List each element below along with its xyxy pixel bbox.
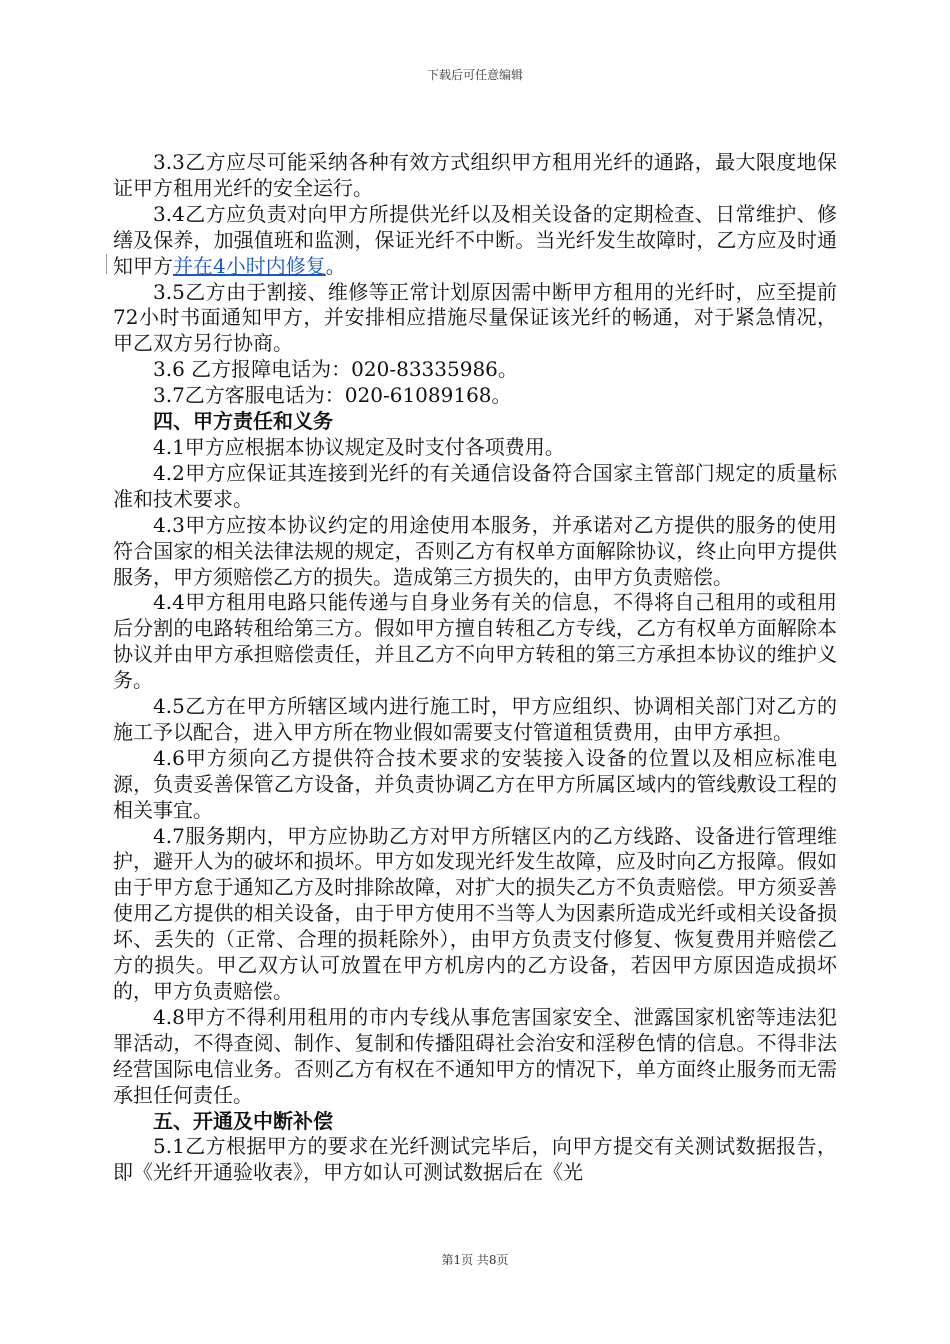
clause-4-4: 4.4甲方租用电路只能传递与自身业务有关的信息，不得将自己租用的或租用后分割的电路转租给第三方。假如甲方擅自转租乙方专线，乙方有权单方面解除本协议并由甲方承担赔偿责任，并且乙方不向甲方转租的第三方承担本协议的维护义务。 [113, 590, 837, 693]
section-heading-4: 四、甲方责任和义务 [153, 409, 333, 434]
clause-5-1: 5.1乙方根据甲方的要求在光纤测试完毕后，向甲方提交有关测试数据报告，即《光纤开通验收表》，甲方如认可测试数据后在《光 [113, 1134, 837, 1185]
clause-4-1: 4.1甲方应根据本协议规定及时支付各项费用。 [153, 434, 565, 459]
clause-3-4 [113, 202, 837, 280]
clause-4-5: 4.5乙方在甲方所辖区域内进行施工时，甲方应组织、协调相关部门对乙方的施工予以配合，进入甲方所在物业假如需要支付管道租赁费用，由甲方承担。 [113, 694, 837, 744]
clause-3-4-tail: 。 [325, 253, 346, 278]
clause-3-6: 3.6 乙方报障电话为：020-83335986。 [153, 357, 518, 382]
page-footer: 第1页 共8页 [441, 1253, 509, 1267]
clause-4-8: 4.8甲方不得利用租用的市内专线从事危害国家安全、泄露国家机密等违法犯罪活动，不得查阅、制作、复制和传播阻碍社会治安和淫秽色情的信息。不得非法经营国际电信业务。否则乙方有权在不通知甲方的情况下，单方面终止服务而无需承担任何责任。 [113, 1004, 837, 1107]
repair-link[interactable]: 并在4小时内修复 [173, 253, 326, 278]
clause-4-7: 4.7服务期内，甲方应协助乙方对甲方所辖区内的乙方线路、设备进行管理维护，避开人为的破坏和损坏。甲方如发现光纤发生故障，应及时向乙方报障。假如由于甲方怠于通知乙方及时排除故障，对扩大的损失乙方不负责赔偿。甲方须妥善使用乙方提供的相关设备，由于甲方使用不当等人为因素所造成光纤或相关设备损坏、丢失的（正常、合理的损耗除外），由甲方负责支付修复、恢复费用并赔偿乙方的损失。甲乙双方认可放置在甲方机房内的乙方设备，若因甲方原因造成损坏的，甲方负责赔偿。 [113, 823, 837, 1003]
clause-3-5: 3.5乙方由于割接、维修等正常计划原因需中断甲方租用的光纤时，应至提前72小时书面通知甲方，并安排相应措施尽量保证该光纤的畅通，对于紧急情况，甲乙双方另行协商。 [113, 279, 837, 356]
document-body [113, 150, 837, 1186]
clause-4-6: 4.6甲方须向乙方提供符合技术要求的安装接入设备的位置以及相应标准电源，负责妥善保管乙方设备，并负责协调乙方在甲方所属区域内的管线敷设工程的相关事宜。 [113, 745, 837, 822]
clause-3-3: 3.3乙方应尽可能采纳各种有效方式组织甲方租用光纤的通路，最大限度地保证甲方租用光纤的安全运行。 [113, 150, 837, 200]
clause-4-3: 4.3甲方应按本协议约定的用途使用本服务，并承诺对乙方提供的服务的使用符合国家的相关法律法规的规定，否则乙方有权单方面解除协议，终止向甲方提供服务，甲方须赔偿乙方的损失。造成第三方损失的，由甲方负责赔偿。 [113, 512, 837, 589]
revision-mark [106, 254, 107, 274]
clause-4-2: 4.2甲方应保证其连接到光纤的有关通信设备符合国家主管部门规定的质量标准和技术要求。 [113, 460, 837, 511]
clause-3-4-text: 3.4乙方应负责对向甲方所提供光纤以及相关设备的定期检查、日常维护、修缮及保养，加强值班和监测，保证光纤不中断。当光纤发生故障时，乙方应及时通知甲方 [113, 201, 837, 278]
section-heading-5: 五、开通及中断补偿 [153, 1108, 333, 1133]
header-note: 下载后可任意编辑 [426, 68, 523, 82]
clause-3-7: 3.7乙方客服电话为：020-61089168。 [153, 383, 512, 408]
